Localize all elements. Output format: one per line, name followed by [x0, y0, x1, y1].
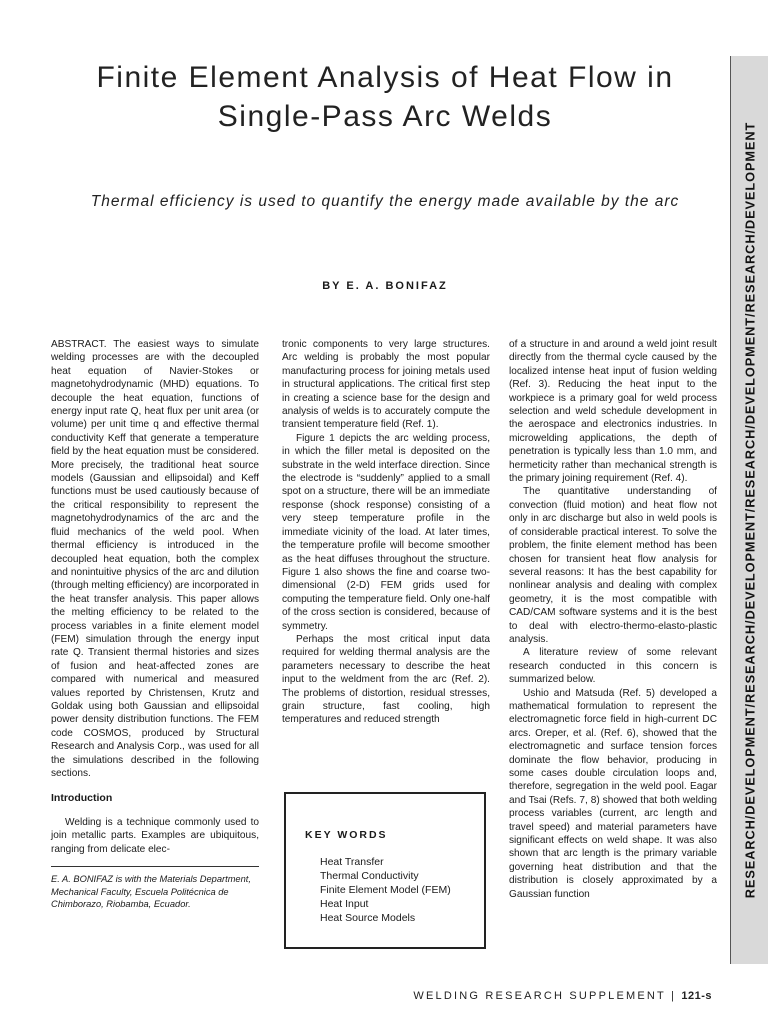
column-1 [51, 338, 259, 911]
page-footer [413, 990, 712, 1002]
body-paragraph: tronic components to very large structures. Arc welding is probably the most popular manufacturing process for joining metals used in structural applications. The critical first step in creating a science base for the design and analysis of welds is to accurately compute the transient temperature field (Ref. 1). [282, 339, 490, 431]
paper-title [40, 58, 730, 136]
abstract-paragraph: ABSTRACT. The easiest ways to simulate welding processes are with the decoupled heat equation of Navier-Stokes or magnetohydrodynamic (MHD) equations. To decouple the heat equation, functions of energy input rate Q, heat flux per unit area (or volume) per unit time q and effective thermal conductivity Keff that generate a temperature field by the heat equation must be considered. More precisely, the traditional heat source models (Gaussian and ellipsoidal) and Keff functions must be used cautiously because of the critical responsibility to represent the magnetohydrodynamics of the arc and the fluid mechanics of the weld pool. When thermal efficiency is introduced in the decoupled heat equation, both the complex and nonintuitive physics of the arc and dilution (through melting efficiency) are incorporated in the heat transfer analysis. This paper allows the melting efficiency to be related to the process variables in a finite element model (FEM) simulation through the energy input rate Q. Transient thermal histories and sizes of fusion and heat-affected zones are compared with numerical and measured values reported by Christensen, Krutz and Goldak using both Gaussian and ellipsoidal power density distribution functions. The FEM code COSMOS, produced by Structural Research and Analysis Corp., was used for all the simulations described in the following sections. [51, 339, 259, 779]
sidebar-label: RESEARCH/DEVELOPMENT/RESEARCH/DEVELOPMENT/RESEARCH/DEVELOPMENT/RESEARCH/DEVELOPMENT [742, 121, 758, 899]
footnote-divider [51, 866, 259, 867]
section-sidebar-tab [730, 56, 768, 964]
intro-paragraph: Welding is a technique commonly used to join metallic parts. Examples are ubiquitous, ranging from delicate elec- [51, 816, 259, 855]
keyword-item: Heat Input [320, 898, 369, 910]
body-paragraph: The quantitative understanding of convection (fluid motion) and heat flow not only in arc discharge but also in weld pools is of considerable practical interest. To solve the problem, the finite element method has been chosen for transient heat flow analysis for several reasons: It has the best capability for nonlinear analysis and dealing with complex geometry, it is the most compatible with CAD/CAM software systems and it is the best to deal with electro-thermo-elasto-plastic analysis. [509, 486, 717, 645]
page-number: 121-s [681, 990, 712, 1002]
keyword-item: Heat Source Models [320, 912, 416, 924]
keyword-item: Thermal Conductivity [320, 870, 419, 882]
keywords-list [320, 855, 451, 925]
title-line-2: Single-Pass Arc Welds [217, 100, 553, 133]
keywords-title: KEY WORDS [305, 829, 388, 841]
title-line-1: Finite Element Analysis of Heat Flow in [96, 61, 674, 94]
body-paragraph: A literature review of some relevant research conducted in this concern is summarized below. [509, 647, 717, 686]
author-affiliation: E. A. BONIFAZ is with the Materials Department, Mechanical Faculty, Escuela Politécnica de Chimborazo, Riobamba, Ecuador. [51, 874, 251, 910]
author-byline: BY E. A. BONIFAZ [322, 280, 448, 292]
body-paragraph: Ushio and Matsuda (Ref. 5) developed a mathematical formulation to represent the electromagnetic force field in high-current DC arcs. Oreper, et al. (Ref. 6), showed that the electromagnetic and surface tension forces dominate the flow behavior, producing in some cases double circulation loops and, therefore, segregation in the weld pool. Eagar and Tsai (Refs. 7, 8) showed that both welding process variables (current, arc length and travel speed) and material parameters have significant effects on weld shape. It was also shown that arc length is the primary variable governing heat distribution and that the distribution is closely approximated by a Gaussian function [509, 687, 717, 900]
body-paragraph: of a structure in and around a weld joint result directly from the thermal cycle caused by the localized intense heat input of fusion welding (Ref. 3). Reducing the heat input to the workpiece is a primary goal for weld process selection and weld schedule development in the aerospace and electronics industries. In microwelding applications, the depth of penetration is typically less than 1.0 mm, and hermeticity rather than mechanical strength is the primary joining requirement (Ref. 4). [509, 339, 717, 485]
body-paragraph: Figure 1 depicts the arc welding process, in which the filler metal is deposited on the substrate in the weld interface direction. Since the electrode is “suddenly” applied to a small spot on a structure, there will be an immediate response (shock response) consisting of a very steep temperature profile in the immediate vicinity of the load. At later times, the temperature profile will become smoother as the heat diffuses throughout the structure. Figure 1 also shows the fine and coarse two-dimensional (2-D) FEM grids used for computing the temperature field. Only one-half of the cross section is considered, because of symmetry. [282, 432, 490, 632]
column-2 [282, 338, 490, 727]
paper-subtitle: Thermal efficiency is used to quantify the energy made available by the arc [90, 193, 680, 210]
footer-separator: | [671, 990, 677, 1002]
keywords-box [284, 792, 486, 949]
journal-name: WELDING RESEARCH SUPPLEMENT [413, 990, 666, 1002]
section-heading-introduction: Introduction [51, 792, 113, 805]
column-3 [509, 338, 717, 901]
body-paragraph: Perhaps the most critical input data required for welding thermal analysis are the parameters necessary to describe the heat input to the weldment from the arc (Ref. 2). The problems of distortion, residual stresses, grain structure, fast cooling, high temperatures and reduced strength [282, 633, 490, 726]
keyword-item: Finite Element Model (FEM) [320, 884, 451, 896]
keyword-item: Heat Transfer [320, 856, 384, 868]
